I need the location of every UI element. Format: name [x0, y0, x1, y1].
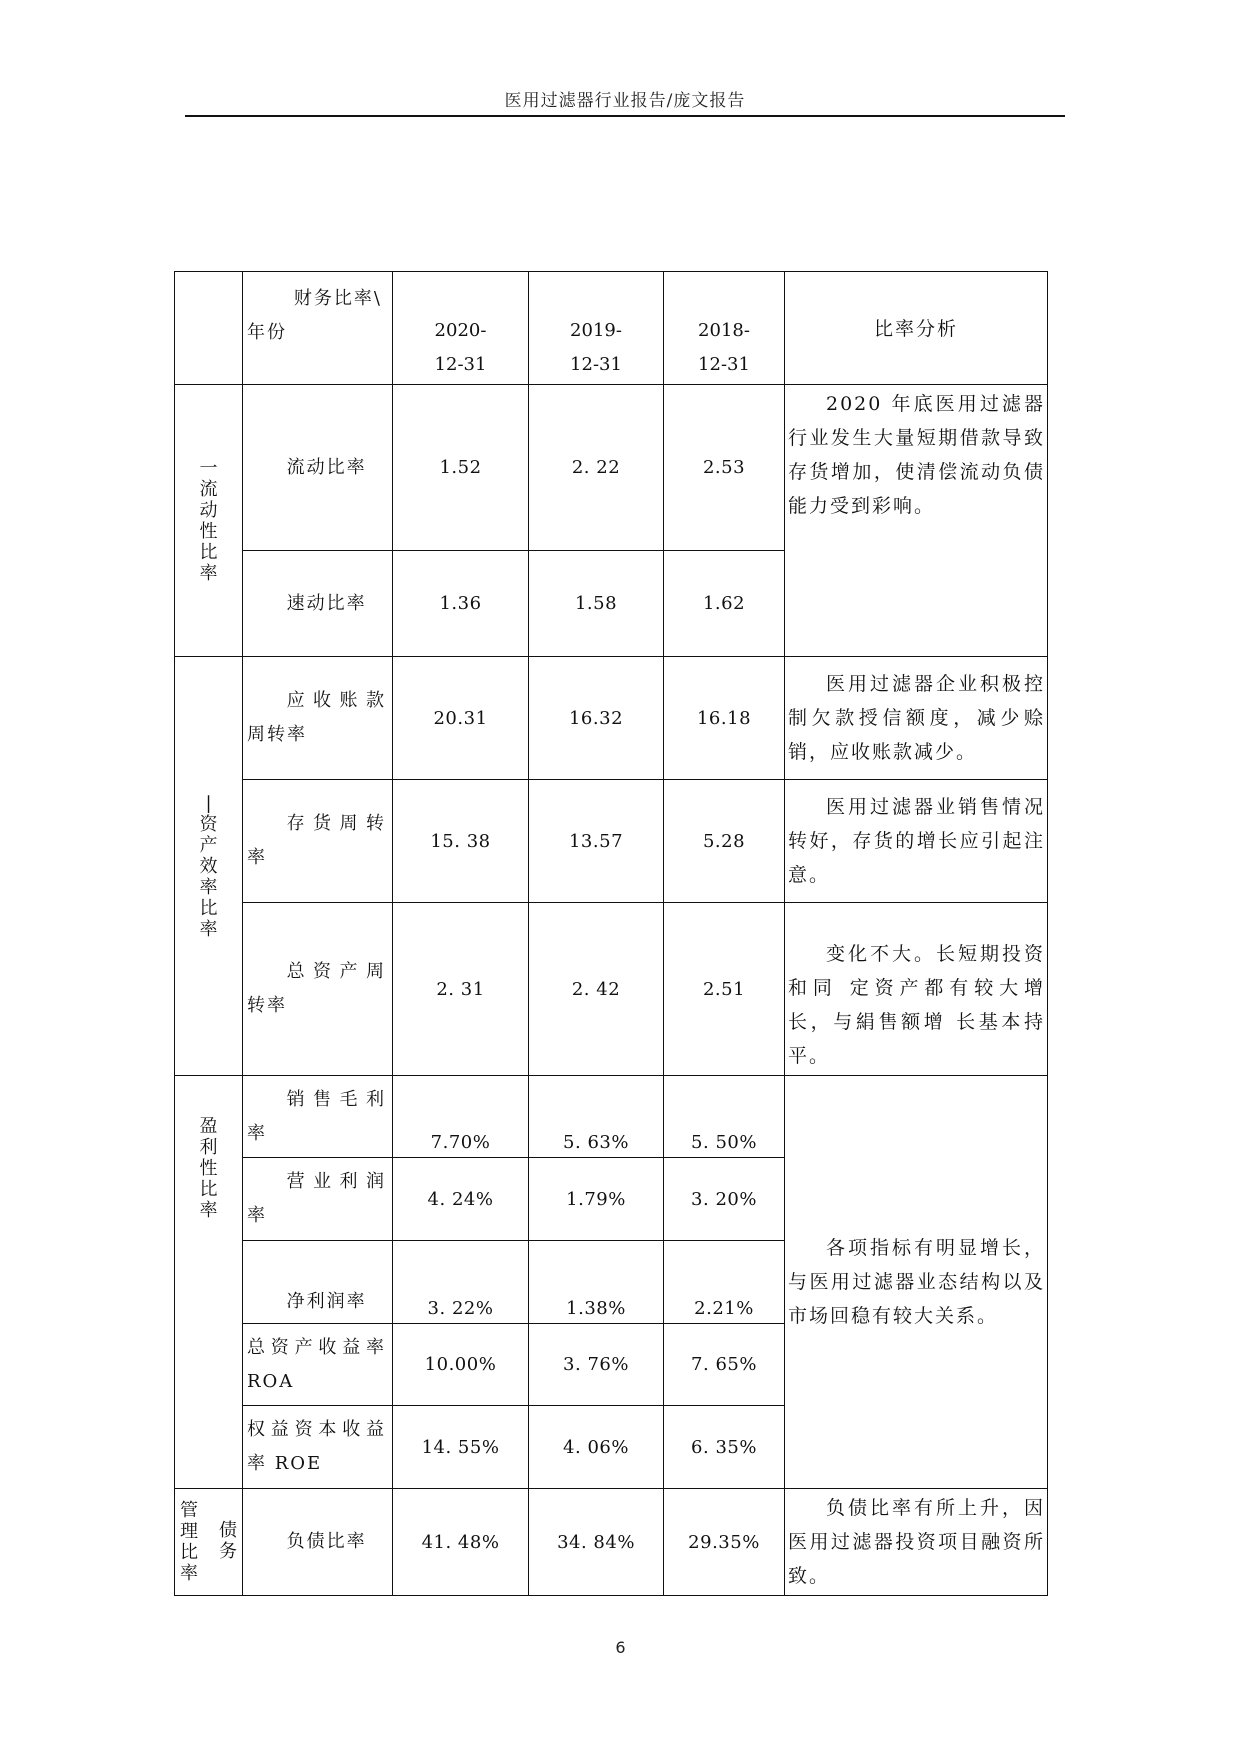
value-2020: 1.52: [393, 385, 529, 551]
value-2020: 15. 38: [393, 780, 529, 903]
ratio-name: 存货周转率: [243, 780, 393, 903]
header-ratio-label: 财务比率\: [293, 288, 382, 309]
value-2019: 5. 63%: [529, 1076, 664, 1158]
table-row: [175, 385, 1048, 551]
page-number: 6: [615, 1638, 626, 1657]
table-row: [175, 657, 1048, 780]
table-header-row: [175, 272, 1048, 385]
header-year-label: 年份: [247, 322, 287, 343]
page-header: 医用过滤器行业报告/庞文报告: [504, 91, 746, 111]
ratio-name: 营业利润率: [243, 1158, 393, 1241]
ratio-name: 净利润率: [243, 1241, 393, 1324]
ratio-name: 销售毛利率: [243, 1076, 393, 1158]
value-2018: 2.21%: [664, 1241, 785, 1324]
analysis-debt: 负债比率有所上升，因医用过滤器投资项目融资所致。: [785, 1489, 1048, 1596]
category-asset-efficiency: |资产效率比率: [175, 657, 243, 1076]
value-2020: 20.31: [393, 657, 529, 780]
ratio-name: 总资产周转率: [243, 903, 393, 1076]
category-debt-management: [175, 1489, 243, 1596]
header-year-2020: 2020- 12-31: [393, 272, 529, 385]
value-2020: 10.00%: [393, 1324, 529, 1406]
header-year-2019: 2019- 12-31: [529, 272, 664, 385]
analysis-profitability: 各项指标有明显增长，与医用过滤器业态结构以及市场回稳有较大关系。: [785, 1076, 1048, 1489]
header-analysis: 比率分析: [785, 272, 1048, 385]
value-2018: 6. 35%: [664, 1406, 785, 1489]
ratio-name: 总资产收益率 ROA: [243, 1324, 393, 1406]
ratio-name: 流动比率: [243, 385, 393, 551]
financial-ratio-table: [174, 271, 1048, 1596]
value-2019: 1.58: [529, 551, 664, 657]
header-ratio-year-cell: [243, 272, 393, 385]
analysis-total-assets: 变化不大。长短期投资和同 定资产都有较大增长，与絹售额增 长基本持平。: [785, 903, 1048, 1076]
value-2018: 5.28: [664, 780, 785, 903]
value-2019: 1.79%: [529, 1158, 664, 1241]
value-2018: 29.35%: [664, 1489, 785, 1596]
analysis-receivables: 医用过滤器企业积极控制欠款授信额度，减少赊销，应收账款减少。: [785, 657, 1048, 780]
ratio-name: 负债比率: [243, 1489, 393, 1596]
analysis-inventory: 医用过滤器业销售情况转好，存货的增长应引起注意。: [785, 780, 1048, 903]
value-2018: 2.51: [664, 903, 785, 1076]
value-2019: 34. 84%: [529, 1489, 664, 1596]
table-row: [175, 780, 1048, 903]
category-debt-label: 债务: [219, 1520, 237, 1562]
table-row: [175, 903, 1048, 1076]
value-2020: 14. 55%: [393, 1406, 529, 1489]
header-rule: [185, 115, 1065, 117]
value-2018: 16.18: [664, 657, 785, 780]
value-2020: 3. 22%: [393, 1241, 529, 1324]
ratio-name: 权益资本收益率 ROE: [243, 1406, 393, 1489]
table-row: [175, 1076, 1048, 1158]
value-2018: 7. 65%: [664, 1324, 785, 1406]
value-2019: 2. 42: [529, 903, 664, 1076]
category-liquidity: 一流动性比率: [175, 385, 243, 657]
category-profitability: 盈利性比率: [175, 1076, 243, 1489]
header-blank-cell: [175, 272, 243, 385]
value-2019: 13.57: [529, 780, 664, 903]
header-year-2018: 2018- 12-31: [664, 272, 785, 385]
value-2019: 3. 76%: [529, 1324, 664, 1406]
value-2020: 7.70%: [393, 1076, 529, 1158]
table-row: [175, 1489, 1048, 1596]
value-2020: 4. 24%: [393, 1158, 529, 1241]
ratio-name: 速动比率: [243, 551, 393, 657]
value-2019: 2. 22: [529, 385, 664, 551]
value-2020: 1.36: [393, 551, 529, 657]
value-2019: 4. 06%: [529, 1406, 664, 1489]
analysis-liquidity: 2020 年底医用过滤器行业发生大量短期借款导致 存货增加，使清偿流动负债能力受到彩响。: [785, 385, 1048, 657]
value-2019: 16.32: [529, 657, 664, 780]
value-2018: 3. 20%: [664, 1158, 785, 1241]
ratio-name: 应收账款周转率: [243, 657, 393, 780]
value-2018: 1.62: [664, 551, 785, 657]
value-2020: 2. 31: [393, 903, 529, 1076]
value-2018: 5. 50%: [664, 1076, 785, 1158]
value-2019: 1.38%: [529, 1241, 664, 1324]
value-2018: 2.53: [664, 385, 785, 551]
category-management-label: 管理比率: [180, 1500, 198, 1584]
value-2020: 41. 48%: [393, 1489, 529, 1596]
